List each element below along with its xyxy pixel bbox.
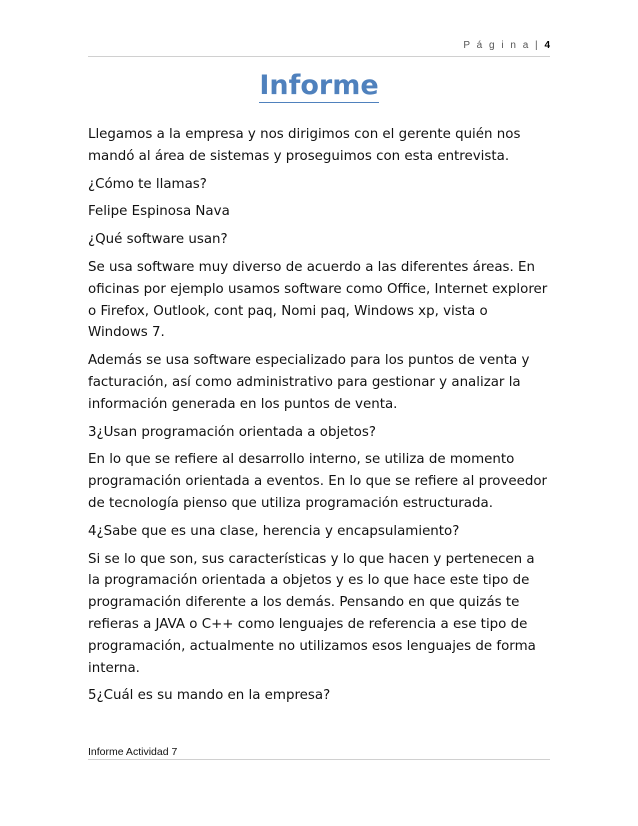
answer-class: Si se lo que son, sus características y lo que hacen y pertenecen a la programación orientada a objetos y es lo que hace este tipo de programación diferente a los demás. Pensando en que quizás te refieras a JAVA o C++ como lenguajes de referencia a ese tipo de programación, actualmente no utilizamos esos lenguajes de forma interna. <box>88 551 536 676</box>
page-header <box>88 40 550 51</box>
question-name: ¿Cómo te llamas? <box>88 176 207 192</box>
page-separator: | <box>535 40 540 51</box>
answer-software-extra: Además se usa software especializado para los puntos de venta y facturación, así como administrativo para gestionar y analizar la información generada en los puntos de venta. <box>88 353 530 412</box>
footer-divider <box>88 759 550 760</box>
header-divider <box>88 56 550 57</box>
page-label: P á g i n a <box>463 40 531 51</box>
document-title <box>88 70 550 103</box>
page-number: 4 <box>544 40 550 51</box>
question-oop: 3¿Usan programación orientada a objetos? <box>88 424 376 440</box>
document-body <box>88 124 550 713</box>
question-class: 4¿Sabe que es una clase, herencia y encapsulamiento? <box>88 523 460 539</box>
answer-oop: En lo que se refiere al desarrollo interno, se utiliza de momento programación orientada a eventos. En lo que se refiere al proveedor de tecnología pienso que utiliza programación estructurada. <box>88 452 548 511</box>
page-footer: Informe Actividad 7 <box>88 746 178 758</box>
question-role: 5¿Cuál es su mando en la empresa? <box>88 688 331 704</box>
paragraph-intro: Llegamos a la empresa y nos dirigimos con el gerente quién nos mandó al área de sistemas y proseguimos con esta entrevista. <box>88 127 521 164</box>
title-text: Informe <box>259 70 379 101</box>
answer-software: Se usa software muy diverso de acuerdo a las diferentes áreas. En oficinas por ejemplo usamos software como Office, Internet explorer o Firefox, Outlook, cont paq, Nomi paq, Windows xp, vista o Windows 7. <box>88 259 548 341</box>
question-software: ¿Qué software usan? <box>88 232 228 248</box>
answer-name: Felipe Espinosa Nava <box>88 204 230 220</box>
